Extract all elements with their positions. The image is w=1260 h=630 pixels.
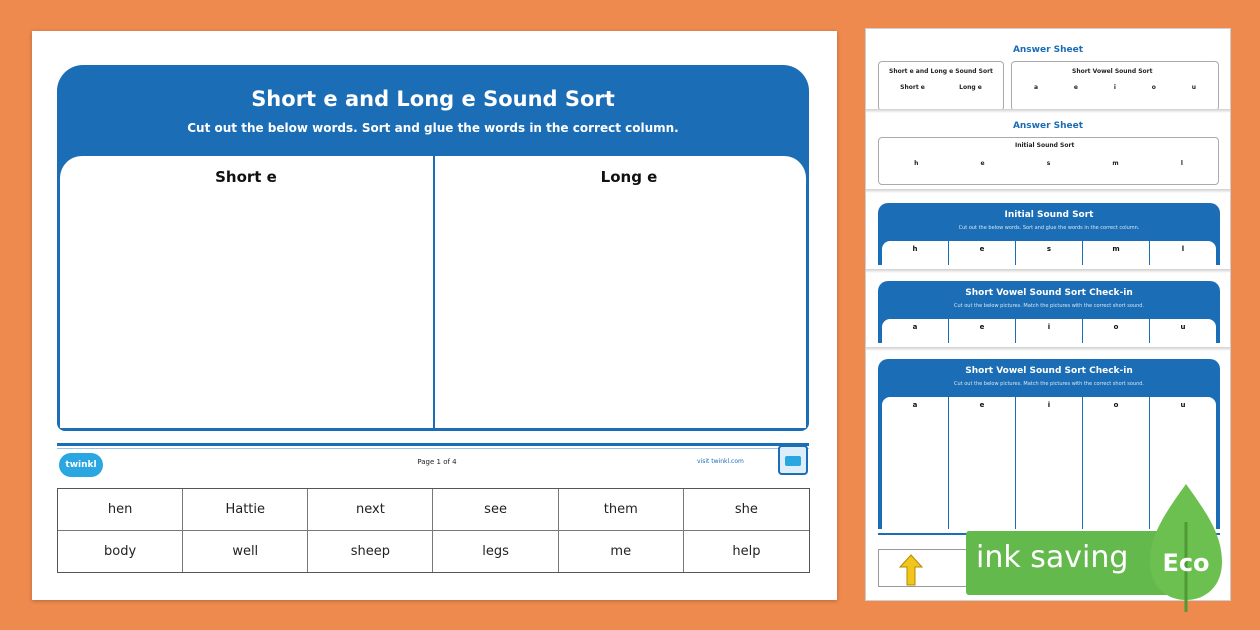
word-card: see (433, 489, 558, 531)
site-link: visit twinkl.com (697, 458, 744, 465)
column-divider (433, 156, 435, 428)
word-card: sheep (308, 531, 433, 573)
up-arrow-icon (898, 553, 924, 587)
eco-leaf-icon (1148, 482, 1224, 614)
preview-short-vowel-check-in: Short Vowel Sound Sort Check-in Cut out the below pictures. Match the pictures with the correct short sound. a e i o u (878, 281, 1220, 343)
word-card: me (559, 531, 684, 573)
answer-box-initial-sound: Initial Sound Sort h e s m l (878, 137, 1219, 185)
page-number: Page 1 of 4 (417, 458, 457, 466)
sort-board (60, 156, 806, 428)
worksheet-title: Short e and Long e Sound Sort (251, 87, 615, 111)
twinkl-logo: twinkl (59, 453, 103, 477)
word-card: Hattie (183, 489, 308, 531)
word-card: next (308, 489, 433, 531)
answer-sheet-title: Answer Sheet (1012, 45, 1084, 55)
column-header-long-e: Long e (600, 168, 658, 186)
preview-cutout-cells (878, 549, 978, 587)
answer-box-short-vowel: Short Vowel Sound Sort a e i o u (1011, 61, 1219, 111)
word-card: hen (58, 489, 183, 531)
header-banner (57, 65, 809, 431)
preview-initial-sound-sort: Initial Sound Sort Cut out the below words. Sort and glue the words in the correct column. h e s m l (878, 203, 1220, 265)
word-card: she (684, 489, 809, 531)
worksheet-instructions: Cut out the below words. Sort and glue the words in the correct column. (187, 121, 679, 135)
word-card: help (732, 543, 761, 559)
column-header-short-e: Short e (215, 168, 277, 186)
answer-box-short-long: Short e and Long e Sound Sort Short e Long e (878, 61, 1004, 111)
resource-badge-icon (778, 445, 808, 475)
word-card: them (559, 489, 684, 531)
word-card: body (58, 531, 183, 573)
footer-divider (57, 443, 809, 446)
preview-short-vowel-check-in: Short Vowel Sound Sort Check-in Cut out the below pictures. Match the pictures with the correct short sound. a e i o u (878, 359, 1220, 529)
eco-badge-label: Eco (1162, 549, 1210, 577)
word-cards-grid (57, 488, 810, 573)
answer-sheet-title: Answer Sheet (1012, 121, 1084, 131)
word-card: legs (433, 531, 558, 573)
ink-saving-label: ink saving (976, 540, 1129, 575)
word-card: well (183, 531, 308, 573)
worksheet-page (32, 31, 837, 600)
footer-divider-light (57, 448, 809, 449)
